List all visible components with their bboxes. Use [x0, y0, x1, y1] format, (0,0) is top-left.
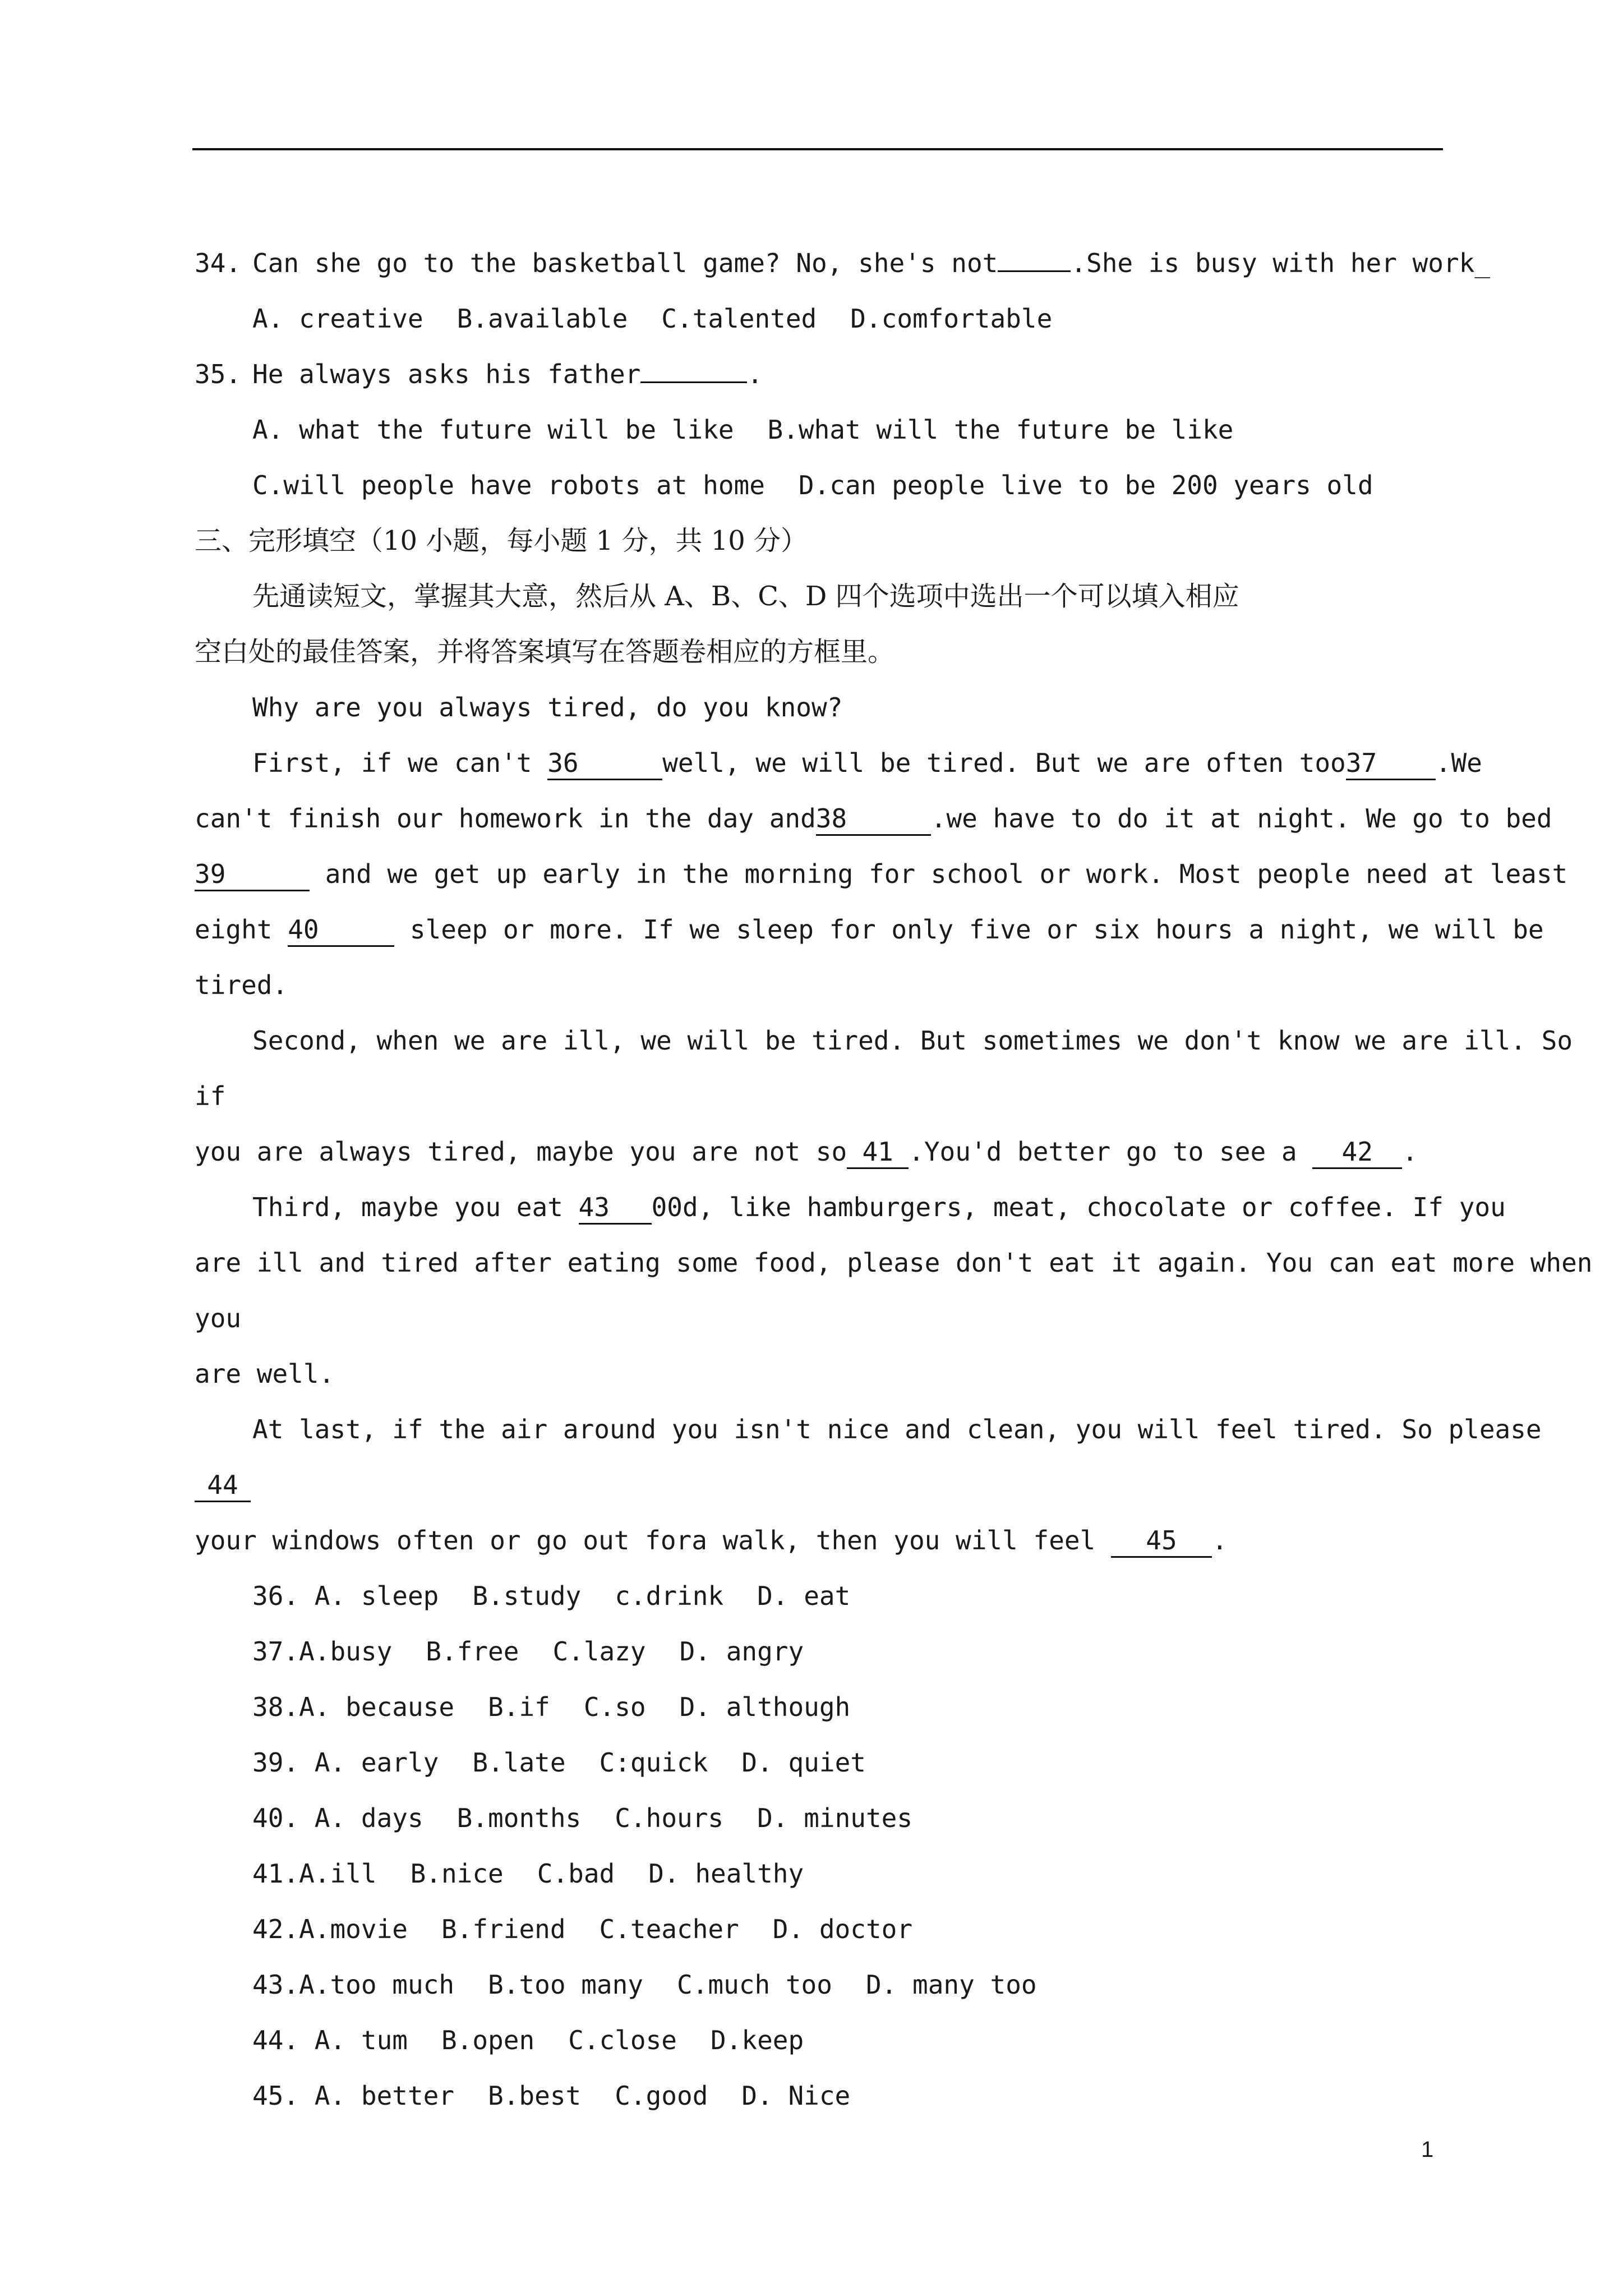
- question-stem: .She is busy with her work: [1071, 248, 1475, 278]
- passage-text: Third, maybe you eat: [252, 1192, 563, 1222]
- option: C.teacher: [599, 1914, 739, 1944]
- choice-row-44: [195, 2013, 1443, 2068]
- option: C.so: [583, 1692, 646, 1722]
- section-instruction: 先通读短文，掌握其大意，然后从 A、B、C、D 四个选项中选出一个可以填入相应: [252, 581, 1239, 612]
- blank-41: 41: [847, 1137, 909, 1169]
- passage-line: [195, 735, 1482, 791]
- option: A.ill: [299, 1858, 377, 1889]
- option: B.best: [488, 2081, 582, 2111]
- option: B.too many: [488, 1970, 643, 2000]
- option: B.open: [441, 2025, 535, 2055]
- question-stem: He always asks his father: [252, 359, 641, 389]
- choice-number: 39.: [252, 1747, 299, 1778]
- choice-number: 42.: [252, 1914, 299, 1944]
- option: C.talented: [661, 303, 817, 334]
- option: C.close: [568, 2025, 677, 2055]
- trailing-blank: _: [1474, 248, 1491, 278]
- passage-text: .You'd better go to see a: [909, 1137, 1297, 1167]
- question-stem: Can she go to the basketball game? No, she's not: [252, 248, 998, 278]
- passage-line: are well.: [195, 1359, 335, 1389]
- option: C.bad: [537, 1858, 615, 1889]
- choice-row-41: [195, 1846, 1443, 1902]
- passage-line: Second, when we are ill, we will be tired. But sometimes we don't know we are ill. So: [252, 1025, 1573, 1056]
- passage-line: [195, 1180, 1506, 1235]
- choice-number: 43.: [252, 1970, 299, 2000]
- blank-45: 45: [1111, 1525, 1212, 1558]
- page-number: 1: [1421, 2137, 1434, 2162]
- option: D. quiet: [741, 1747, 866, 1778]
- blank-38: 38: [816, 803, 931, 836]
- passage-line: if: [195, 1081, 226, 1111]
- option: D.keep: [711, 2025, 804, 2055]
- choice-row-38: [195, 1680, 1443, 1735]
- option: B.study: [472, 1581, 582, 1611]
- passage-text: First, if we can't: [252, 748, 532, 778]
- blank-42: 42: [1312, 1137, 1402, 1169]
- section-instruction: 空白处的最佳答案，并将答案填写在答题卷相应的方框里。: [195, 636, 895, 668]
- option: C.will people have robots at home: [252, 470, 765, 500]
- option: A.busy: [299, 1636, 393, 1667]
- passage-line: [195, 846, 1568, 902]
- option: B.late: [472, 1747, 566, 1778]
- option: B.available: [457, 303, 628, 334]
- option: A.movie: [299, 1914, 408, 1944]
- blank-36: 36: [547, 748, 662, 780]
- option: A. what the future will be like: [252, 415, 734, 445]
- choice-row-42: [195, 1902, 1443, 1957]
- choice-number: 37.: [252, 1636, 299, 1667]
- blank-40: 40: [288, 914, 394, 947]
- option: A. tum: [314, 2025, 408, 2055]
- option: D. healthy: [648, 1858, 804, 1889]
- passage-text: you are always tired, maybe you are not so: [195, 1137, 847, 1167]
- option: A. creative: [252, 303, 423, 334]
- passage-line: [195, 1513, 1443, 1568]
- question-34-options: [195, 291, 1443, 347]
- blank-37: 37: [1346, 748, 1436, 780]
- passage-line: [195, 791, 1552, 846]
- option: A. sleep: [314, 1581, 439, 1611]
- option: D. minutes: [757, 1803, 913, 1833]
- passage-text: .We: [1435, 748, 1482, 778]
- passage-text: can't finish our homework in the day and: [195, 803, 816, 834]
- choice-number: 45.: [252, 2081, 299, 2111]
- choice-row-36: [195, 1568, 1443, 1624]
- header-rule: [192, 148, 1443, 150]
- choice-number: 40.: [252, 1803, 299, 1833]
- option: C.hours: [615, 1803, 724, 1833]
- question-number: 34.: [195, 248, 242, 278]
- answer-blank: [640, 381, 747, 383]
- option: D. many too: [865, 1970, 1037, 2000]
- option: D. Nice: [741, 2081, 851, 2111]
- passage-text: .: [1402, 1137, 1418, 1167]
- option: D. doctor: [772, 1914, 913, 1944]
- choice-row-37: [195, 1624, 1443, 1680]
- blank-39: 39: [195, 859, 310, 891]
- option: B.months: [457, 1803, 582, 1833]
- passage-line: [195, 902, 1544, 958]
- passage-text: and we get up early in the morning for school or work. Most people need at least: [325, 859, 1568, 889]
- option: D. eat: [757, 1581, 851, 1611]
- choice-number: 36.: [252, 1581, 299, 1611]
- passage-text: .we have to do it at night. We go to bed: [930, 803, 1552, 834]
- option: A. better: [314, 2081, 455, 2111]
- passage-line: you: [195, 1303, 242, 1333]
- passage-title: Why are you always tired, do you know?: [252, 692, 843, 723]
- choice-row-43: [195, 1957, 1443, 2013]
- blank-44: 44: [195, 1470, 251, 1502]
- blank-43: 43: [579, 1192, 652, 1225]
- option: B.free: [426, 1636, 519, 1667]
- option: B.friend: [441, 1914, 566, 1944]
- option: C:quick: [599, 1747, 708, 1778]
- question-35-options-row2: [195, 458, 1443, 513]
- page-content: [195, 236, 1593, 2124]
- passage-text: your windows often or go out fora walk, then you will feel: [195, 1525, 1096, 1556]
- passage-text: .: [1211, 1525, 1228, 1556]
- option: B.if: [488, 1692, 550, 1722]
- passage-text: sleep or more. If we sleep for only five or six hours a night, we will be: [409, 914, 1544, 945]
- choice-row-40: [195, 1791, 1443, 1846]
- question-35-options-row1: [195, 402, 1443, 458]
- choice-number: 41.: [252, 1858, 299, 1889]
- question-35: [195, 347, 1443, 402]
- option: B.what will the future be like: [767, 415, 1234, 445]
- option: c.drink: [615, 1581, 724, 1611]
- question-number: 35.: [195, 359, 242, 389]
- passage-line: At last, if the air around you isn't nice and clean, you will feel tired. So please: [252, 1414, 1542, 1444]
- option: D. although: [679, 1692, 851, 1722]
- answer-blank: [998, 270, 1071, 272]
- passage-text: eight: [195, 914, 273, 945]
- option: C.lazy: [552, 1636, 646, 1667]
- option: A.too much: [299, 1970, 455, 2000]
- question-34: [195, 236, 1491, 291]
- choice-row-39: [195, 1735, 1443, 1791]
- passage-line: [195, 1457, 1443, 1513]
- question-stem: .: [747, 359, 763, 389]
- option: A. early: [314, 1747, 439, 1778]
- option: A. because: [299, 1692, 455, 1722]
- passage-text: 00d, like hamburgers, meat, chocolate or coffee. If you: [651, 1192, 1506, 1222]
- passage-text: well, we will be tired. But we are often too: [662, 748, 1346, 778]
- passage-line: tired.: [195, 970, 288, 1000]
- choice-number: 38.: [252, 1692, 299, 1722]
- passage-line: [195, 1124, 1443, 1180]
- choice-number: 44.: [252, 2025, 299, 2055]
- option: A. days: [314, 1803, 423, 1833]
- passage-line: are ill and tired after eating some food, please don't eat it again. You can eat more when: [195, 1248, 1593, 1278]
- option: C.much too: [677, 1970, 832, 2000]
- option: B.nice: [410, 1858, 504, 1889]
- option: C.good: [615, 2081, 708, 2111]
- section-title: 三、完形填空（10 小题，每小题 1 分，共 10 分）: [195, 525, 808, 556]
- option: D. angry: [679, 1636, 804, 1667]
- option: D.can people live to be 200 years old: [798, 470, 1373, 500]
- option: D.comfortable: [850, 303, 1053, 334]
- choice-row-45: [195, 2068, 1443, 2124]
